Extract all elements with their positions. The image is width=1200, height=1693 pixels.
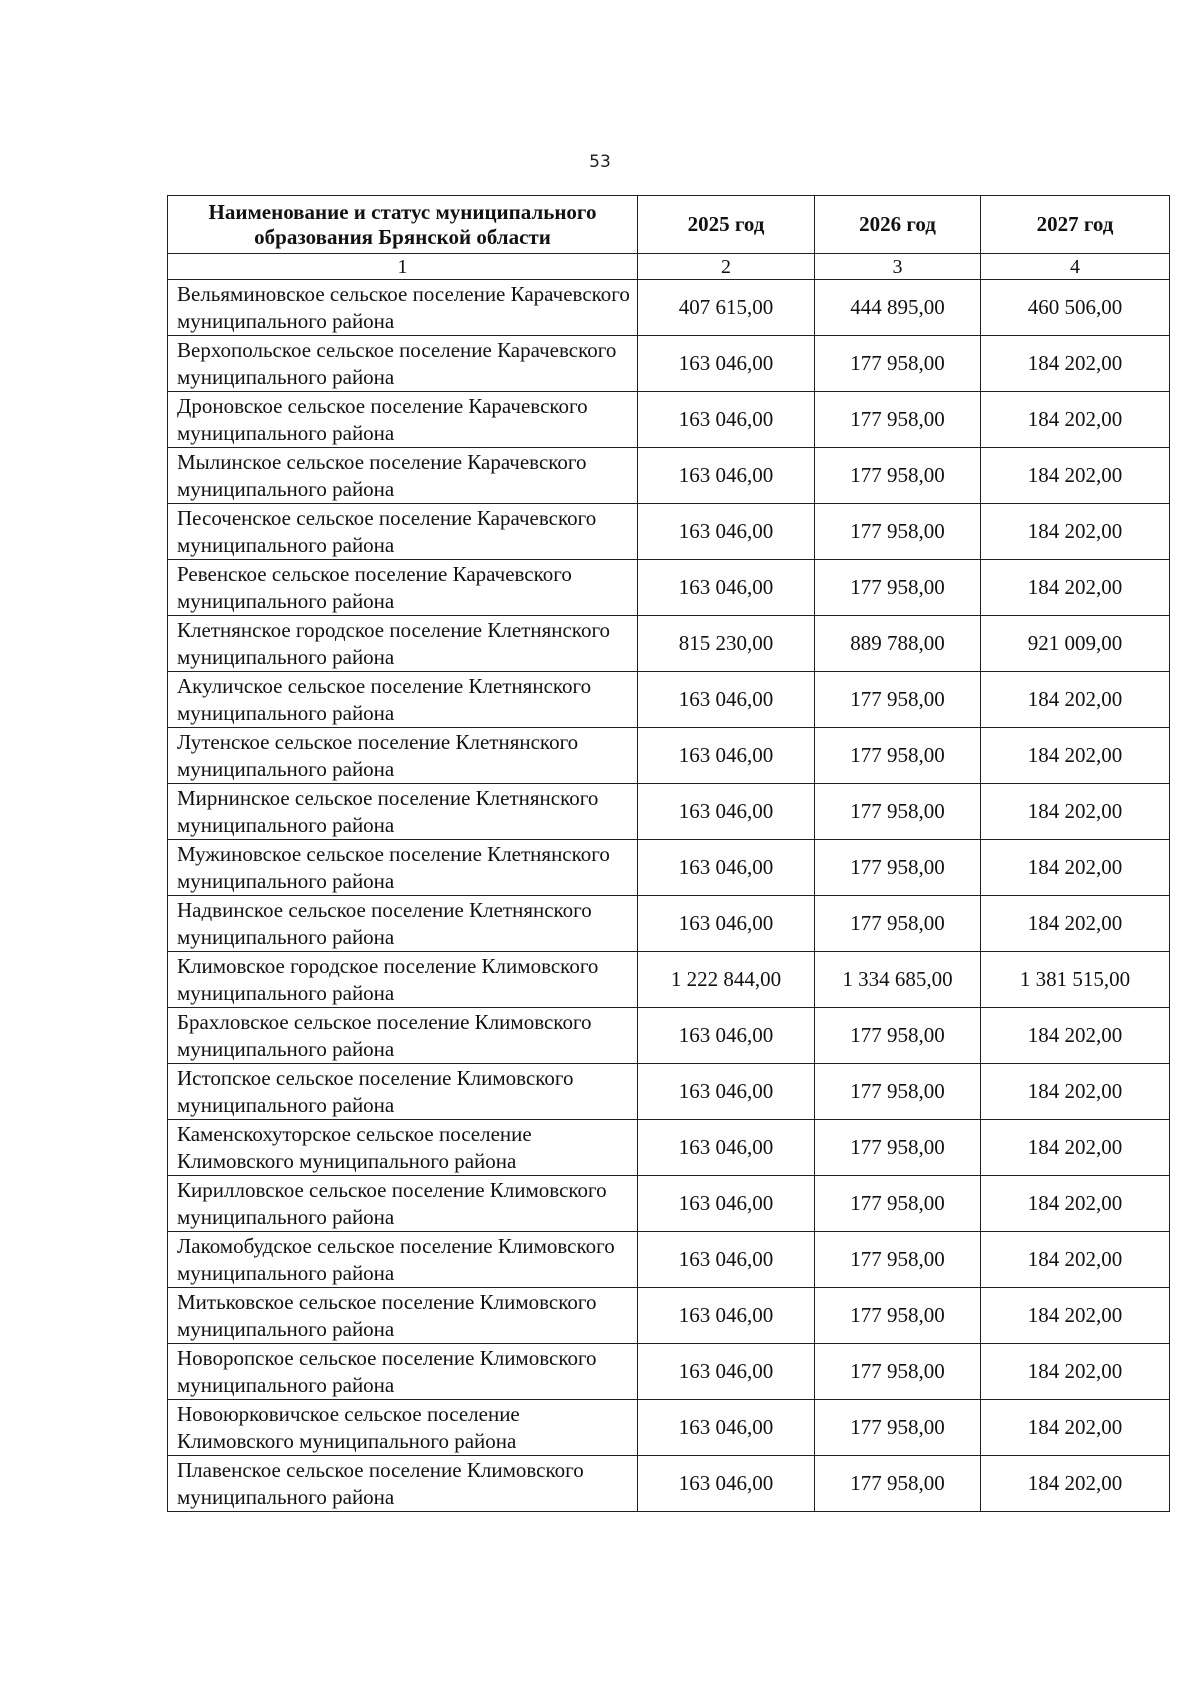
value-2025: 163 046,00 xyxy=(638,1176,815,1232)
table-row xyxy=(168,616,1170,672)
table-row xyxy=(168,896,1170,952)
table-row xyxy=(168,280,1170,336)
value-2025: 1 222 844,00 xyxy=(638,952,815,1008)
table-row xyxy=(168,1120,1170,1176)
value-2026: 1 334 685,00 xyxy=(815,952,981,1008)
municipality-name: Истопское сельское поселение Климовского муниципального района xyxy=(168,1064,638,1120)
header-2026: 2026 год xyxy=(815,196,981,254)
value-2026: 177 958,00 xyxy=(815,1456,981,1512)
table-header-row xyxy=(168,196,1170,254)
value-2025: 163 046,00 xyxy=(638,1400,815,1456)
value-2027: 184 202,00 xyxy=(981,1344,1170,1400)
table-row xyxy=(168,1232,1170,1288)
value-2026: 889 788,00 xyxy=(815,616,981,672)
column-number-row xyxy=(168,254,1170,280)
table-row xyxy=(168,672,1170,728)
value-2027: 184 202,00 xyxy=(981,504,1170,560)
value-2027: 460 506,00 xyxy=(981,280,1170,336)
value-2025: 163 046,00 xyxy=(638,1120,815,1176)
column-number: 3 xyxy=(815,254,981,280)
municipality-name: Новоропское сельское поселение Климовского муниципального района xyxy=(168,1344,638,1400)
value-2027: 184 202,00 xyxy=(981,336,1170,392)
column-number: 1 xyxy=(168,254,638,280)
municipality-name: Лутенское сельское поселение Клетнянского муниципального района xyxy=(168,728,638,784)
budget-table xyxy=(167,195,1170,1512)
municipality-name: Песоченское сельское поселение Карачевского муниципального района xyxy=(168,504,638,560)
value-2026: 177 958,00 xyxy=(815,1064,981,1120)
municipality-name: Плавенское сельское поселение Климовского муниципального района xyxy=(168,1456,638,1512)
column-number: 4 xyxy=(981,254,1170,280)
table-row xyxy=(168,1456,1170,1512)
value-2025: 815 230,00 xyxy=(638,616,815,672)
municipality-name: Надвинское сельское поселение Клетнянского муниципального района xyxy=(168,896,638,952)
table-row xyxy=(168,392,1170,448)
column-number: 2 xyxy=(638,254,815,280)
value-2027: 184 202,00 xyxy=(981,1176,1170,1232)
municipality-name: Мирнинское сельское поселение Клетнянского муниципального района xyxy=(168,784,638,840)
value-2027: 184 202,00 xyxy=(981,728,1170,784)
value-2025: 163 046,00 xyxy=(638,1456,815,1512)
value-2025: 163 046,00 xyxy=(638,336,815,392)
page-number: 53 xyxy=(589,152,611,172)
table-body xyxy=(168,254,1170,1512)
value-2027: 184 202,00 xyxy=(981,1456,1170,1512)
table-row xyxy=(168,728,1170,784)
value-2027: 184 202,00 xyxy=(981,896,1170,952)
value-2026: 177 958,00 xyxy=(815,392,981,448)
municipality-name: Ревенское сельское поселение Карачевского муниципального района xyxy=(168,560,638,616)
table-row xyxy=(168,1400,1170,1456)
value-2025: 163 046,00 xyxy=(638,392,815,448)
value-2025: 163 046,00 xyxy=(638,728,815,784)
value-2025: 163 046,00 xyxy=(638,840,815,896)
table-row xyxy=(168,560,1170,616)
value-2027: 184 202,00 xyxy=(981,1064,1170,1120)
municipality-name: Кирилловское сельское поселение Климовского муниципального района xyxy=(168,1176,638,1232)
header-name: Наименование и статус муниципального образования Брянской области xyxy=(168,196,638,254)
value-2025: 163 046,00 xyxy=(638,784,815,840)
value-2025: 163 046,00 xyxy=(638,1064,815,1120)
value-2027: 184 202,00 xyxy=(981,392,1170,448)
value-2025: 407 615,00 xyxy=(638,280,815,336)
municipality-name: Митьковское сельское поселение Климовского муниципального района xyxy=(168,1288,638,1344)
value-2027: 184 202,00 xyxy=(981,448,1170,504)
table-row xyxy=(168,1064,1170,1120)
table-row xyxy=(168,952,1170,1008)
table-row xyxy=(168,336,1170,392)
value-2025: 163 046,00 xyxy=(638,448,815,504)
value-2027: 184 202,00 xyxy=(981,840,1170,896)
value-2027: 184 202,00 xyxy=(981,784,1170,840)
value-2027: 921 009,00 xyxy=(981,616,1170,672)
municipality-name: Мужиновское сельское поселение Клетнянского муниципального района xyxy=(168,840,638,896)
value-2026: 177 958,00 xyxy=(815,1120,981,1176)
value-2025: 163 046,00 xyxy=(638,1232,815,1288)
value-2027: 184 202,00 xyxy=(981,560,1170,616)
value-2025: 163 046,00 xyxy=(638,672,815,728)
municipality-name: Лакомобудское сельское поселение Климовского муниципального района xyxy=(168,1232,638,1288)
municipality-name: Новоюрковичское сельское поселение Климовского муниципального района xyxy=(168,1400,638,1456)
value-2026: 177 958,00 xyxy=(815,1288,981,1344)
municipality-name: Брахловское сельское поселение Климовского муниципального района xyxy=(168,1008,638,1064)
value-2027: 184 202,00 xyxy=(981,672,1170,728)
value-2027: 184 202,00 xyxy=(981,1232,1170,1288)
value-2026: 177 958,00 xyxy=(815,1008,981,1064)
value-2027: 184 202,00 xyxy=(981,1120,1170,1176)
table-row xyxy=(168,1344,1170,1400)
value-2027: 184 202,00 xyxy=(981,1400,1170,1456)
municipality-name: Климовское городское поселение Климовского муниципального района xyxy=(168,952,638,1008)
value-2026: 177 958,00 xyxy=(815,448,981,504)
municipality-name: Мылинское сельское поселение Карачевского муниципального района xyxy=(168,448,638,504)
value-2026: 177 958,00 xyxy=(815,896,981,952)
value-2026: 177 958,00 xyxy=(815,840,981,896)
municipality-name: Акуличское сельское поселение Клетнянского муниципального района xyxy=(168,672,638,728)
table-row xyxy=(168,504,1170,560)
header-2027: 2027 год xyxy=(981,196,1170,254)
value-2027: 184 202,00 xyxy=(981,1008,1170,1064)
municipality-name: Клетнянское городское поселение Клетнянского муниципального района xyxy=(168,616,638,672)
value-2026: 177 958,00 xyxy=(815,336,981,392)
value-2026: 177 958,00 xyxy=(815,784,981,840)
municipality-name: Вельяминовское сельское поселение Карачевского муниципального района xyxy=(168,280,638,336)
header-2025: 2025 год xyxy=(638,196,815,254)
value-2025: 163 046,00 xyxy=(638,1008,815,1064)
value-2026: 177 958,00 xyxy=(815,1400,981,1456)
value-2026: 177 958,00 xyxy=(815,560,981,616)
value-2026: 177 958,00 xyxy=(815,1232,981,1288)
value-2026: 444 895,00 xyxy=(815,280,981,336)
table-row xyxy=(168,1288,1170,1344)
value-2027: 1 381 515,00 xyxy=(981,952,1170,1008)
value-2025: 163 046,00 xyxy=(638,1344,815,1400)
municipality-name: Дроновское сельское поселение Карачевского муниципального района xyxy=(168,392,638,448)
table-row xyxy=(168,1176,1170,1232)
value-2027: 184 202,00 xyxy=(981,1288,1170,1344)
municipality-name: Каменскохуторское сельское поселение Климовского муниципального района xyxy=(168,1120,638,1176)
value-2025: 163 046,00 xyxy=(638,504,815,560)
value-2025: 163 046,00 xyxy=(638,560,815,616)
table-row xyxy=(168,784,1170,840)
value-2025: 163 046,00 xyxy=(638,896,815,952)
table-row xyxy=(168,1008,1170,1064)
table-row xyxy=(168,840,1170,896)
value-2026: 177 958,00 xyxy=(815,504,981,560)
value-2026: 177 958,00 xyxy=(815,1176,981,1232)
value-2026: 177 958,00 xyxy=(815,672,981,728)
value-2025: 163 046,00 xyxy=(638,1288,815,1344)
value-2026: 177 958,00 xyxy=(815,728,981,784)
value-2026: 177 958,00 xyxy=(815,1344,981,1400)
municipality-name: Верхопольское сельское поселение Карачевского муниципального района xyxy=(168,336,638,392)
table-row xyxy=(168,448,1170,504)
